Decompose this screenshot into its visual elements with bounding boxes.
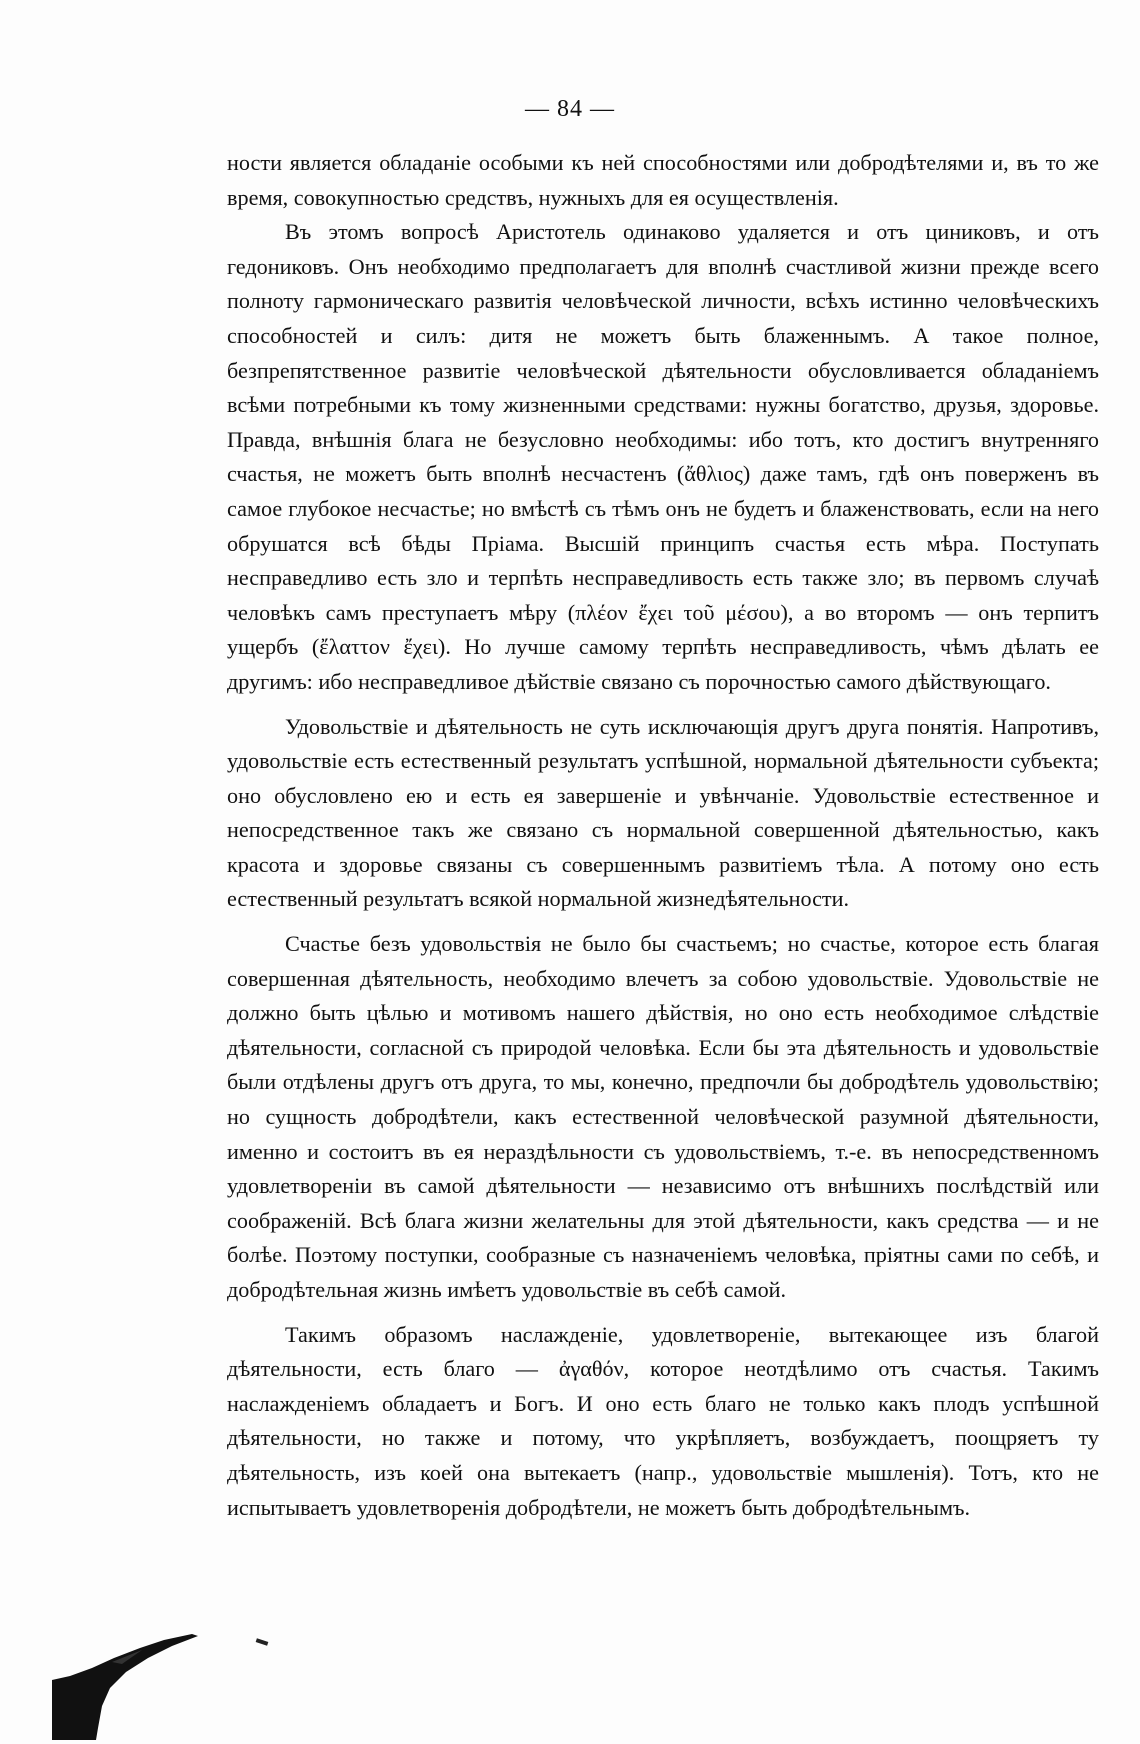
scan-speck (256, 1638, 269, 1646)
page-number: — 84 — (525, 96, 615, 122)
paragraph-happiness-pleasure: Счастье безъ удовольствія не было бы счастьемъ; но счастье, которое есть благая совершенная дѣятельность, необходимо влечетъ за собою удовольствіе. Удовольствіе не должно быть цѣлью и мотивомъ нашего дѣйствія, но оно есть необходимое слѣдствіе дѣятельности, согласной съ природой человѣка. Если бы эта дѣятельность и удовольствіе были отдѣлены другъ отъ друга, то мы, конечно, предпочли бы добродѣтель удовольствію; но сущность добродѣтели, какъ естественной человѣческой разумной дѣятельности, именно и состоитъ въ ея нераздѣльности съ удовольствіемъ, т.-е. въ непосредственномъ удовлетвореніи въ самой дѣятельности — независимо отъ внѣшнихъ послѣдствій или соображеній. Всѣ блага жизни желательны для этой дѣятельности, какъ средства — и не болѣе. Поэтому поступки, сообразные съ назначеніемъ человѣка, пріятны сами по себѣ, и добродѣтельная жизнь имѣетъ удовольствіе въ себѣ самой. (227, 931, 1099, 1302)
paragraph-continuation: ности является обладаніе особыми къ ней способностями или добродѣтелями и, въ то же время, совокупностью средствъ, нужныхъ для ея осуществленія. (227, 150, 1099, 210)
paragraph-enjoyment-good: Такимъ образомъ наслажденіе, удовлетвореніе, вытекающее изъ благой дѣятельности, есть благо — ἀγαθόν, которое неотдѣлимо отъ счастья. Такимъ наслажденіемъ обладаетъ и Богъ. И оно есть благо не только какъ плодъ успѣшной дѣятельности, но также и потому, что укрѣпляетъ, возбуждаетъ, поощряетъ ту дѣятельность, изъ коей она вытекаетъ (напр., удовольствіе мышленія). Тотъ, кто не испытываетъ удовлетворенія добродѣтели, не можетъ быть добродѣтельнымъ. (227, 1321, 1099, 1520)
paragraph-aristotle-cynics: Въ этомъ вопросѣ Аристотель одинаково удаляется и отъ циниковъ, и отъ гедониковъ. Онъ необходимо предполагаетъ для вполнѣ счастливой жизни прежде всего полноту гармоническаго развитія человѣческой личности, всѣхъ истинно человѣческихъ способностей и силъ: дитя не можетъ быть блаженнымъ. А такое полное, безпрепятственное развитіе человѣческой дѣятельности обусловливается обладаніемъ всѣми потребными къ тому жизненными средствами: нужны богатство, друзья, здоровье. Правда, внѣшнія блага не безусловно необходимы: ибо тотъ, кто достигъ внутренняго счастья, не можетъ быть вполнѣ несчастенъ (ἄθλιος) даже тамъ, гдѣ онъ поверженъ въ самое глубокое несчастье; но вмѣстѣ съ тѣмъ онъ не будетъ и блаженствовать, если на него обрушатся всѣ бѣды Пріама. Высшій принципъ счастья есть мѣра. Поступать несправедливо есть зло и терпѣть несправедливость есть также зло; въ первомъ случаѣ человѣкъ самъ преступаетъ мѣру (πλέον ἔχει τοῦ μέσου), а во второмъ — онъ терпитъ ущербъ (ἔλαττον ἔχει). Но лучше самому терпѣть несправедливость, чѣмъ дѣлать ее другимъ: ибо несправедливое дѣйствіе связано съ порочностью самого дѣйствующаго. (227, 219, 1099, 694)
body-text (227, 146, 1099, 1525)
paragraph-pleasure-activity: Удовольствіе и дѣятельность не суть исключающія другъ друга понятія. Напротивъ, удовольствіе есть естественный результатъ успѣшной, нормальной дѣятельности субъекта; оно обусловлено ею и есть ея завершеніе и увѣнчаніе. Удовольствіе естественное и непосредственное такъ же связано съ нормальной совершенной дѣятельностью, какъ красота и здоровье связаны съ совершеннымъ развитіемъ тѣла. А потому оно есть естественный результатъ всякой нормальной жизнедѣятельности. (227, 713, 1099, 912)
scan-ink-smudge (52, 1632, 202, 1742)
